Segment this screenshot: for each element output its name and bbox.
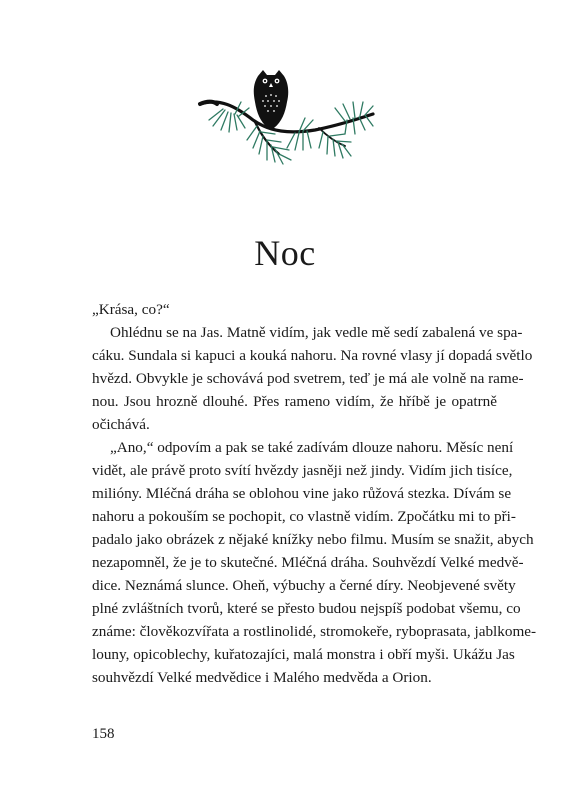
- text-line: plné zvláštních tvorů, které se přesto budou nejspíš podobat všemu, co: [92, 600, 521, 617]
- text-line: „Krása, co?“: [92, 301, 170, 318]
- text-line: nahoru a pokouším se pochopit, co vlastně vidím. Zpočátku mi to při-: [92, 508, 516, 525]
- body-text: [92, 298, 537, 689]
- text-line: cáku. Sundala si kapuci a kouká nahoru. Na rovné vlasy jí dopadá světlo: [92, 347, 533, 364]
- text-line: padalo jako obrázek z nějaké knížky nebo filmu. Musím se snažit, abych: [92, 531, 534, 548]
- text-line: dice. Neznámá slunce. Oheň, výbuchy a černé díry. Neobjevené světy: [92, 577, 516, 594]
- text-line: „Ano,“ odpovím a pak se také zadívám dlouze nahoru. Měsíc není: [110, 439, 514, 456]
- chapter-title: Noc: [254, 233, 316, 273]
- text-line: hvězd. Obvykle je schovává pod svetrem, teď je má ale volně na rame-: [92, 370, 524, 387]
- text-line: nezapomněl, že je to skutečné. Mléčná dráha. Souhvězdí Velké medvě-: [92, 554, 524, 571]
- owl-branch-svg: [195, 68, 375, 176]
- text-line: očichává.: [92, 416, 150, 433]
- owl-on-pine-branch-icon: [195, 68, 375, 176]
- text-line: nou. Jsou hrozně dlouhé. Přes rameno vidím, že hříbě je opatrně: [92, 393, 497, 410]
- text-line: známe: člověkozvířata a rostlinolidé, stromokeře, ryboprasata, jablkome-: [92, 623, 537, 640]
- text-line: souhvězdí Velké medvědice i Malého medvěda a Orion.: [92, 669, 432, 686]
- page-number: 158: [92, 726, 115, 742]
- text-line: Ohlédnu se na Jas. Matně vidím, jak vedle mě sedí zabalená ve spa-: [110, 324, 523, 341]
- text-line: vidět, ale právě proto svítí hvězdy jasněji než jindy. Vidím jich tisíce,: [92, 462, 513, 479]
- text-line: louny, opicoblechy, kuřatozajíci, malá monstra i obří myši. Ukážu Jas: [92, 646, 515, 663]
- text-line: milióny. Mléčná dráha se oblohou vine jako růžová stezka. Dívám se: [92, 485, 512, 502]
- owl-icon: [254, 70, 288, 130]
